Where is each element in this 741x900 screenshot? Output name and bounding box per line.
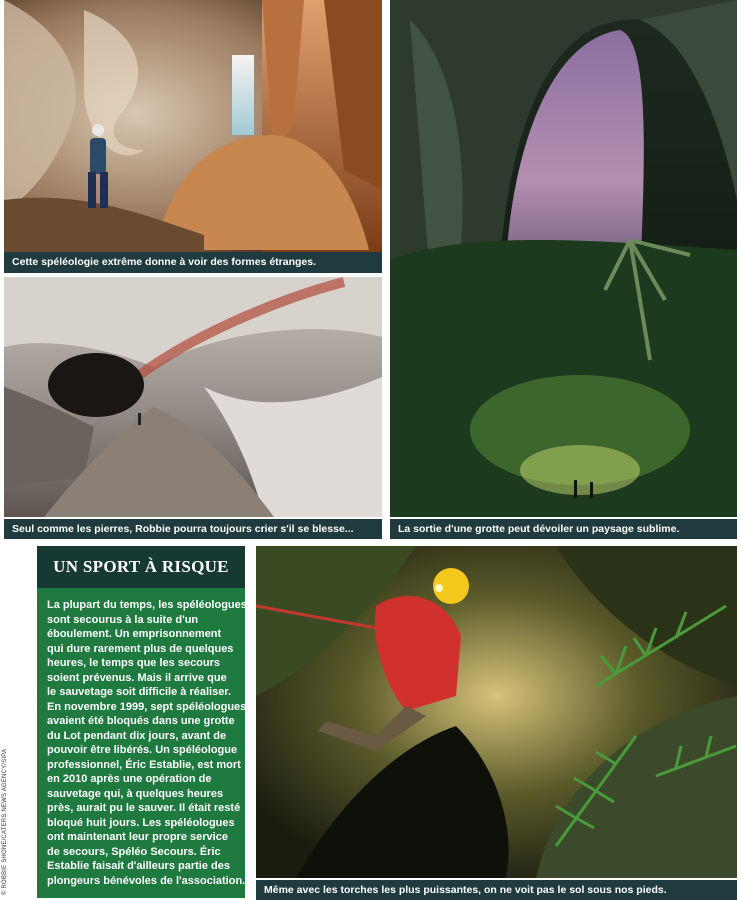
caption-rappel: Même avec les torches les plus puissantes, on ne voit pas le sol sous nos pieds. [256,880,737,900]
photo-rappel [256,546,737,878]
cave-tunnel-image [4,277,382,517]
caption-cave-exit: La sortie d'une grotte peut dévoiler un paysage sublime. [390,519,737,539]
sidebar-line: Establie faisait d'ailleurs partie des [47,860,230,872]
sidebar-line: en 2010 après une opération de [47,773,212,785]
sidebar-line: pouvoir être libérés. Un spéléologue [47,744,238,756]
sidebar-line: ont maintenant leur propre service [47,831,228,843]
sidebar-line: éboulement. Un emprisonnement [47,628,222,640]
sidebar-line: le sauvetage soit difficile à réaliser. [47,686,232,698]
sidebar-box [37,546,245,898]
sidebar-line: du Lot pendant dix jours, avant de [47,729,227,742]
sidebar-line: bloqué huit jours. Les spéléologues [47,816,235,829]
sidebar-line: qui dure rarement plus de quelques [47,642,234,655]
sidebar-line: plongeurs bénévoles de l'association. [47,874,246,887]
sidebar-line: avaient été bloqués dans une grotte [47,715,235,727]
rappel-image [256,546,737,878]
sidebar-line: En novembre 1999, sept spéléologues [47,700,247,713]
sidebar-line: La plupart du temps, les spéléologues [47,599,247,611]
photo-credit: © ROBBIE SHONE/CATERS NEWS AGENCY/SIPA [2,748,8,895]
sidebar-line: soient prévenus. Mais il arrive que [47,671,227,684]
caption-cave-tunnel: Seul comme les pierres, Robbie pourra toujours crier s'il se blesse... [4,519,382,539]
caption-cave-formations: Cette spéléologie extrême donne à voir des formes étranges. [4,252,382,273]
sidebar-title: UN SPORT À RISQUE [37,546,245,588]
sidebar-line: heures, le temps que les secours [47,657,221,669]
photo-cave-formations [4,0,382,252]
cave-exit-image [390,0,737,517]
sidebar-line: près, aurait pu le sauver. Il était resté [47,802,241,814]
sidebar-line: professionnel, Éric Establie, est mort [47,758,241,771]
sidebar-line: de secours, Spéléo Secours. Éric [47,845,221,858]
cave-formations-image [4,0,382,252]
sidebar-line: sont secourus à la suite d'un [47,613,199,626]
sidebar-text [47,598,247,888]
sidebar-line: sauvetage qui, à quelques heures [47,787,224,800]
photo-cave-exit [390,0,737,517]
photo-cave-tunnel [4,277,382,517]
